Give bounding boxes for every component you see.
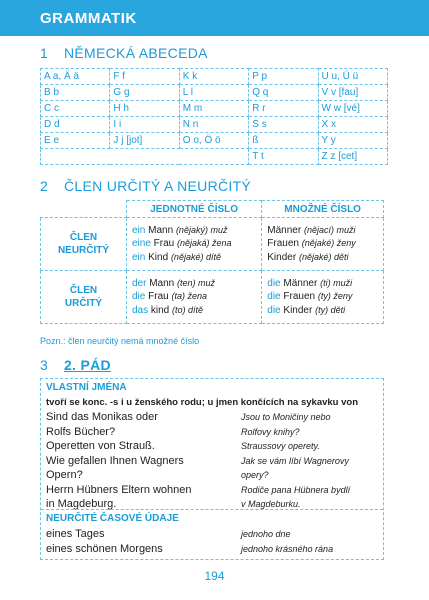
- alphabet-cell: ß: [249, 133, 318, 149]
- article-line: die Frauen (ty) ženy: [267, 291, 353, 303]
- proper-names-heading: VLASTNÍ JMÉNA: [46, 382, 127, 393]
- alphabet-cell: O o, Ö ö: [179, 133, 248, 149]
- alphabet-cell: W w [vé]: [318, 101, 387, 117]
- alphabet-cell: J j [jot]: [110, 133, 179, 149]
- article-table: [40, 200, 384, 324]
- example-line: Straussovy operety.: [241, 441, 320, 451]
- alphabet-cell: I i: [110, 117, 179, 133]
- article-line: die Frau (ta) žena: [132, 291, 208, 303]
- alphabet-cell: B b: [41, 85, 110, 101]
- blank-corner: [41, 201, 127, 218]
- alphabet-cell: X x: [318, 117, 387, 133]
- alphabet-row: [41, 85, 388, 101]
- alphabet-row: [41, 117, 388, 133]
- example-line: Jak se vám líbí Wagnerovy: [241, 455, 349, 466]
- alphabet-table: [40, 68, 388, 165]
- alphabet-cell: D d: [41, 117, 110, 133]
- example-line: Wie gefallen Ihnen Wagners: [46, 454, 184, 467]
- article-line: die Männer (ti) muži: [267, 277, 353, 289]
- alphabet-cell: P p: [249, 69, 318, 85]
- time-heading: NEURČITÉ ČASOVÉ ÚDAJE: [46, 513, 179, 524]
- article-line: Kinder (nějaké) děti: [267, 251, 349, 263]
- genitive-box: [40, 378, 384, 560]
- example-line: Operetten von Strauß.: [46, 440, 155, 452]
- alphabet-cell: U u, Ü ü: [318, 69, 387, 85]
- row-indefinite-label: ČLEN NEURČITÝ: [41, 218, 127, 271]
- alphabet-cell: N n: [179, 117, 248, 133]
- alphabet-cell: [41, 149, 249, 165]
- alphabet-row: [41, 133, 388, 149]
- alphabet-cell: R r: [249, 101, 318, 117]
- alphabet-cell: G g: [110, 85, 179, 101]
- note-text: Pozn.: člen neurčitý nemá množné číslo: [40, 336, 200, 346]
- genitive-rule: tvoří se konc. -s i u ženského rodu; u jmen končících na sykavku von: [46, 397, 359, 408]
- alphabet-row: [41, 149, 388, 165]
- alphabet-row: [41, 69, 388, 85]
- alphabet-cell: H h: [110, 101, 179, 117]
- alphabet-cell: E e: [41, 133, 110, 149]
- example-line: eines Tages: [46, 528, 105, 540]
- article-line: Frauen (nějaké) ženy: [267, 238, 356, 250]
- alphabet-cell: Z z [cet]: [318, 149, 387, 165]
- example-line: in Magdeburg.: [46, 498, 117, 510]
- section-2-title: 2 ČLEN URČITÝ A NEURČITÝ: [40, 178, 252, 194]
- header-bar: [0, 0, 429, 36]
- example-line: Rodiče pana Hübnera bydlí: [241, 484, 351, 495]
- alphabet-cell: T t: [249, 149, 318, 165]
- article-line: ein Kind (nějaké) dítě: [132, 251, 221, 263]
- article-line: eine Frau (nějaká) žena: [132, 238, 232, 250]
- row-definite-label: ČLEN URČITÝ: [41, 271, 127, 324]
- article-line: das kind (to) dítě: [132, 304, 204, 316]
- alphabet-cell: F f: [110, 69, 179, 85]
- alphabet-cell: Y y: [318, 133, 387, 149]
- alphabet-cell: A a, Ä ä: [41, 69, 110, 85]
- example-line: opery?: [241, 470, 269, 480]
- alphabet-cell: M m: [179, 101, 248, 117]
- box-divider: [41, 509, 383, 510]
- example-line: jednoho krásného rána: [241, 543, 334, 554]
- example-line: Sind das Monikas oder: [46, 411, 158, 423]
- example-line: Rolfovy knihy?: [241, 426, 300, 437]
- page-number: 194: [204, 569, 225, 583]
- alphabet-cell: Q q: [249, 85, 318, 101]
- section-1-title: 1 NĚMECKÁ ABECEDA: [40, 45, 208, 61]
- example-line: Opern?: [46, 469, 83, 481]
- alphabet-cell: L l: [179, 85, 248, 101]
- alphabet-cell: V v [fau]: [318, 85, 387, 101]
- examples-german: [46, 410, 192, 512]
- examples-time-german: [46, 527, 163, 556]
- indefinite-singular-cell: [127, 218, 262, 271]
- example-line: Rolfs Bücher?: [46, 425, 116, 438]
- example-line: eines schönen Morgens: [46, 542, 163, 555]
- example-line: v Magdeburku.: [241, 499, 301, 509]
- alphabet-row: [41, 101, 388, 117]
- alphabet-cell: S s: [249, 117, 318, 133]
- examples-time-czech: [241, 527, 333, 556]
- section-3-title: 3 2. PÁD: [40, 357, 111, 373]
- example-line: jednoho dne: [241, 529, 291, 539]
- examples-czech: [241, 410, 350, 512]
- indefinite-plural-cell: [262, 218, 384, 271]
- definite-plural-cell: [262, 271, 384, 324]
- article-line: der Mann (ten) muž: [132, 277, 216, 289]
- col-singular: JEDNOTNÉ ČÍSLO: [127, 201, 262, 218]
- alphabet-cell: K k: [179, 69, 248, 85]
- article-line: die Kinder (ty) děti: [267, 304, 346, 316]
- example-line: Herrn Hübners Eltern wohnen: [46, 483, 192, 496]
- article-line: Männer (nějací) muži: [267, 224, 356, 236]
- example-line: Jsou to Moničiny nebo: [241, 412, 331, 422]
- definite-singular-cell: [127, 271, 262, 324]
- article-line: ein Mann (nějaký) muž: [132, 224, 228, 236]
- page-title: GRAMMATIK: [40, 10, 137, 27]
- col-plural: MNOŽNÉ ČÍSLO: [262, 201, 384, 218]
- alphabet-cell: C c: [41, 101, 110, 117]
